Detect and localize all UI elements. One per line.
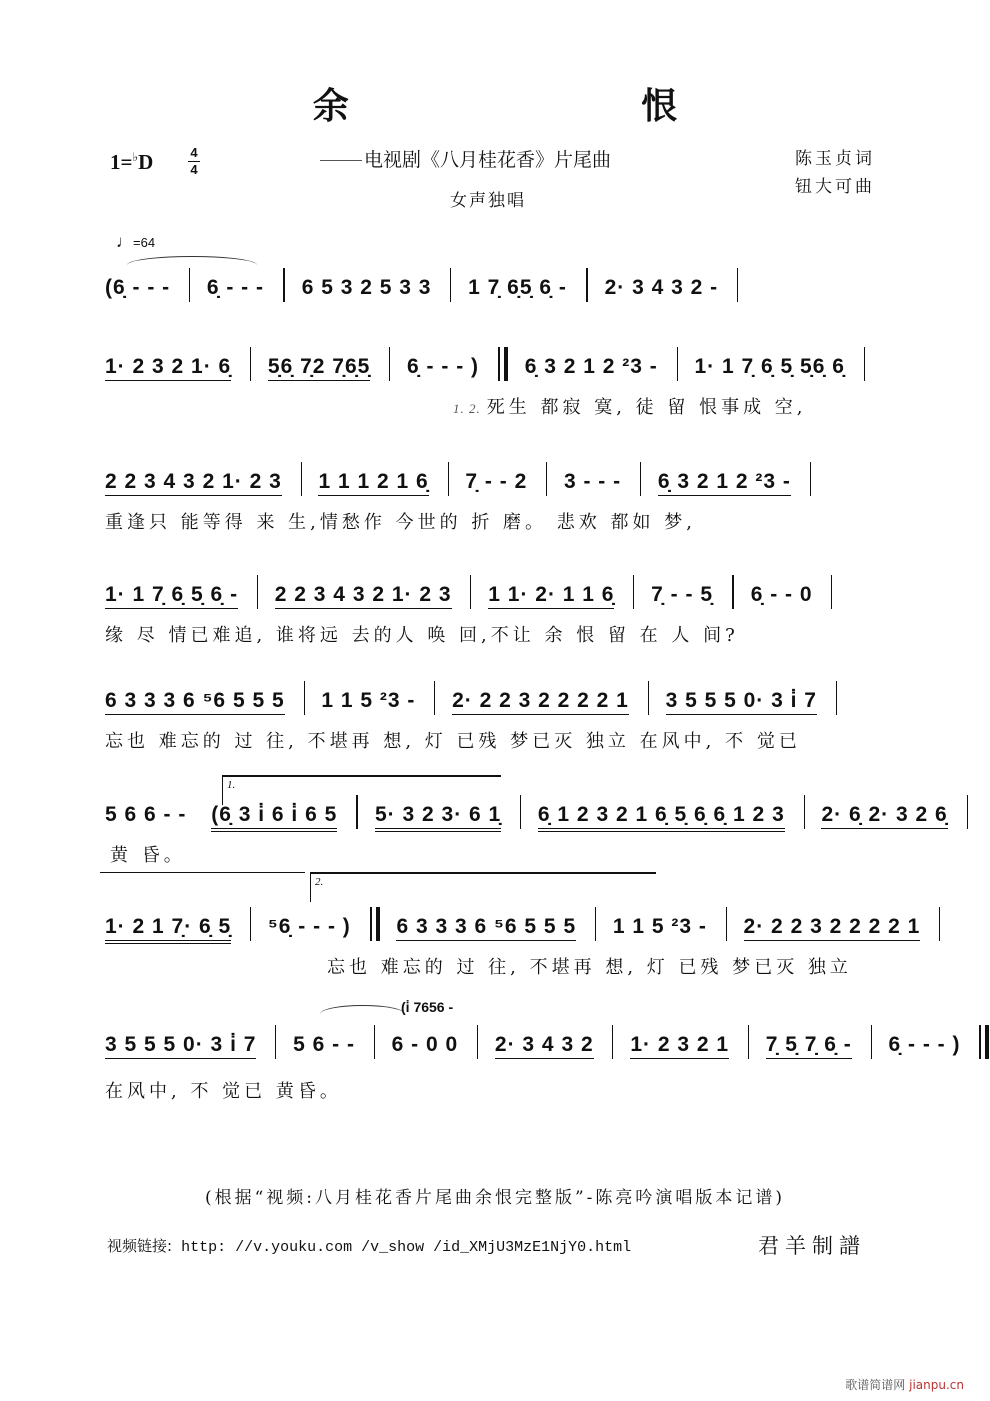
measure: 1 1· 2· 1 1 6̣ [488, 583, 614, 609]
source-note: (根据“视频:八月桂花香片尾曲余恨完整版”-陈亮吟演唱版本记谱) [204, 1188, 786, 1208]
barline [864, 347, 865, 381]
measure: 5̣6̣ 7̣2 7̣6̣5̣ [268, 355, 370, 381]
subtitle-text: 电视剧《八月桂花香》片尾曲 [364, 149, 612, 171]
measure: 6̣ 3 2 1 2 ²3 - [524, 355, 658, 378]
notes-line [105, 575, 842, 609]
barline [374, 1025, 375, 1059]
measure: 6̣ - - - ) [407, 355, 480, 378]
barline [967, 795, 968, 829]
notes-line [105, 907, 950, 944]
measure: 1· 2 3 2 1· 6̣ [105, 355, 231, 381]
barline [448, 462, 449, 496]
transcriber-signature: 君羊制譜 [758, 1234, 866, 1258]
measure: 1 1 5 ²3 - [321, 689, 416, 712]
score-row-5 [105, 681, 895, 752]
measure: 6̣ 1 2 3 2 1 6̣ 5̣ 6̣ 6̣ 1 2 3 [538, 803, 785, 832]
measure: 1· 2 3 2 1 [630, 1033, 729, 1059]
score-row-7 [105, 907, 921, 978]
volta-1-continuation-line [100, 872, 305, 873]
barline [275, 1025, 276, 1059]
measure: 6 - 0 0 [391, 1033, 459, 1056]
notes-line [105, 1025, 990, 1059]
credits [795, 145, 875, 201]
lyrics-line: 忘也 难忘的 过 往, 不堪再 想, 灯 已残 梦已灭 独立 在风中, 不 觉已 [105, 731, 801, 752]
key-signature [110, 150, 153, 175]
video-link [107, 1235, 631, 1256]
volta-bracket-2 [310, 872, 656, 902]
barline [633, 575, 634, 609]
barline [304, 681, 305, 715]
tempo-value: =64 [133, 235, 156, 250]
measure: 1 1 5 ²3 - [612, 915, 707, 938]
measure: (6̣ - - - [105, 276, 171, 299]
barline [871, 1025, 872, 1059]
watermark-site-name: 歌谱简谱网 [845, 1378, 906, 1392]
barline [836, 681, 837, 715]
barline [301, 462, 302, 496]
measure: 2· 2 2 3 2 2 2 2 1 [452, 689, 629, 715]
measure: 5 6 6 - - [105, 803, 187, 826]
score-row-4 [105, 575, 895, 646]
measure: 6̣ - - - [206, 276, 265, 299]
measure: 7̣ - - 5̣ [651, 583, 714, 606]
barline [939, 907, 940, 941]
video-link-label: 视频链接: [107, 1237, 173, 1255]
measure: 5· 3 2 3· 6 1̣ [375, 803, 501, 832]
barline [356, 795, 358, 829]
tie-slur [127, 256, 257, 265]
lyricist: 陈玉贞词 [795, 149, 875, 169]
repeat-end-barline [370, 907, 380, 941]
flat-icon: ♭ [132, 150, 139, 164]
measure: 3 5 5 5 0· 3 i̇ 7 [105, 1033, 256, 1059]
ossia-notes: (i̇ 7656 - [401, 999, 454, 1015]
barline [804, 795, 805, 829]
barline [748, 1025, 749, 1059]
subtitle [320, 145, 611, 172]
barline [470, 575, 471, 609]
measure: 1 1 1 2 1 6̣ [318, 470, 428, 496]
barline [450, 268, 451, 302]
barline [520, 795, 521, 829]
measure: 3 5 5 5 0· 3 i̇ 7 [666, 689, 817, 715]
score-row-8 [105, 999, 961, 1102]
tempo-marking [116, 232, 155, 252]
repeat-start-barline [498, 347, 508, 381]
measure: 1· 1 7̣ 6̣ 5̣ 6̣ - [105, 583, 238, 609]
lyrics-line: 黄 昏。 [110, 845, 186, 866]
watermark [845, 1376, 964, 1393]
barline [648, 681, 649, 715]
measure: 2 2 3 4 3 2 1· 2 3 [105, 470, 282, 496]
watermark-domain[interactable]: jianpu.cn [909, 1378, 964, 1392]
barline [586, 268, 588, 302]
score-row-6 [105, 795, 948, 866]
score-row-3 [105, 462, 895, 533]
score-row-1 [105, 268, 895, 308]
measure: 1· 2 1 7̣· 6̣ 5̣ [105, 915, 231, 944]
key-note: D [138, 150, 154, 174]
notes-line [105, 795, 978, 832]
barline [612, 1025, 613, 1059]
barline [389, 347, 390, 381]
measure: 6̣ 3 2 1 2 ²3 - [658, 470, 791, 496]
barline [595, 907, 596, 941]
barline [737, 268, 738, 302]
measure: 1 7̣ 6̣5̣ 6̣ - [468, 276, 567, 299]
time-signature-top: 4 [190, 145, 198, 160]
voice-type: 女声独唱 [450, 191, 526, 211]
composer: 钮大可曲 [795, 177, 875, 197]
measure: 7̣ - - 2 [465, 470, 528, 493]
barline [250, 347, 251, 381]
time-signature-bottom: 4 [190, 162, 198, 177]
measure: (6̣ 3 i̇ 6 i̇ 6 5 [211, 803, 337, 832]
volta-label: 1. [227, 779, 236, 791]
measure: 2· 3 4 3 2 [495, 1033, 594, 1059]
final-barline [979, 1025, 989, 1059]
measure: 2 2 3 4 3 2 1· 2 3 [275, 583, 452, 609]
barline [477, 1025, 478, 1059]
verse-number: 1. 2. [453, 401, 481, 416]
notes-line [105, 347, 875, 381]
quarter-note-icon: ♩ [116, 232, 133, 251]
measure: 6 5 3 2 5 3 3 [301, 276, 432, 299]
video-link-url[interactable]: http: //v.youku.com /v_show /id_XMjU3MzE1NjY0.html [181, 1239, 632, 1256]
measure: 6̣ - - - ) [888, 1033, 961, 1056]
notes-line [105, 462, 821, 496]
barline [434, 681, 435, 715]
measure: 6 3 3 3 6 ⁵6 5 5 5 [396, 915, 576, 941]
measure: 2· 3 4 3 2 - [604, 276, 719, 299]
lyrics-line: 缘 尽 情已难追, 谁将远 去的人 唤 回,不让 余 恨 留 在 人 间? [105, 625, 739, 646]
score-row-2 [105, 347, 895, 418]
lyrics-line: 忘也 难忘的 过 往, 不堪再 想, 灯 已残 梦已灭 独立 [327, 957, 852, 978]
measure: 5 6 - - [293, 1033, 355, 1056]
song-title: 余 恨 [312, 85, 818, 127]
measure: ⁵6̣ - - - ) [267, 915, 351, 938]
barline [640, 462, 641, 496]
measure: 6̣ - - 0 [750, 583, 813, 606]
barline [283, 268, 285, 302]
barline [257, 575, 258, 609]
measure: 3 - - - [563, 470, 622, 493]
barline [810, 462, 811, 496]
lyrics-line: 在风中, 不 觉已 黄昏。 [105, 1081, 342, 1102]
tie-slur [320, 1005, 405, 1014]
measure: 2· 2 2 3 2 2 2 2 1 [744, 915, 921, 941]
volta-label: 2. [315, 876, 324, 888]
notes-line [105, 268, 748, 302]
measure: 6 3 3 3 6 ⁵6 5 5 5 [105, 689, 285, 715]
measure: 1· 1 7̣ 6̣ 5̣ 5̣6̣ 6̣ [694, 355, 845, 378]
lyrics-line [453, 393, 807, 419]
barline [726, 907, 727, 941]
lyrics-text: 死生 都寂 寞, 徒 留 恨事成 空, [486, 397, 807, 418]
barline [546, 462, 547, 496]
barline [189, 268, 190, 302]
measure: 2· 6̣ 2· 3 2 6̣ [821, 803, 947, 829]
barline [831, 575, 832, 609]
barline [250, 907, 251, 941]
key-prefix: 1= [110, 150, 133, 174]
dash-divider [320, 160, 362, 161]
time-signature [188, 146, 200, 177]
measure: 7̣ 5̣ 7̣ 6̣ - [766, 1033, 852, 1059]
barline [677, 347, 678, 381]
notes-line [105, 681, 847, 715]
barline [732, 575, 734, 609]
lyrics-line: 重逢只 能等得 来 生,情愁作 今世的 折 磨。 悲欢 都如 梦, [105, 512, 696, 533]
